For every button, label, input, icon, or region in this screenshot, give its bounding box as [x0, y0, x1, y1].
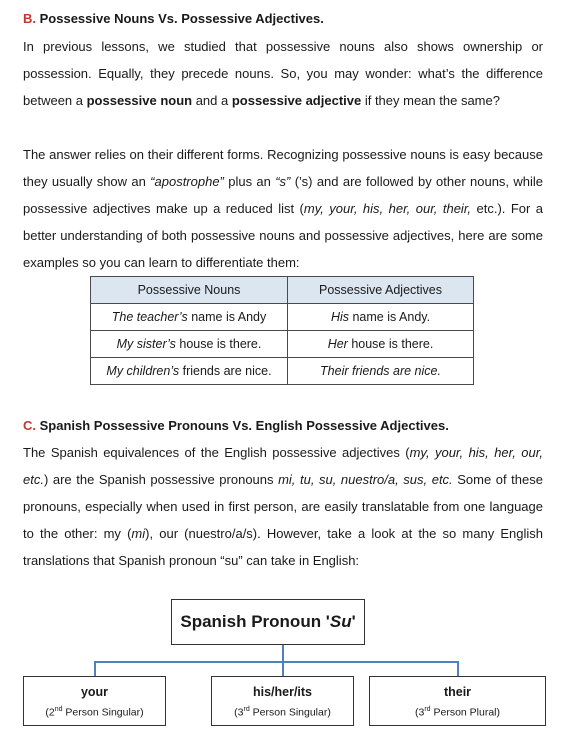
child-title: their	[443, 685, 472, 699]
table-row	[91, 304, 474, 331]
section-c-heading: C. Spanish Possessive Pronouns Vs. English Possessive Adjectives.	[23, 418, 449, 433]
diagram-root-box: Spanish Pronoun ' Su '	[171, 599, 365, 645]
diagram-child-box	[369, 676, 546, 726]
section-c-paragraph: The Spanish equivalences of the English possessive adjectives (my, your, his, her, our, etc.) are the Spanish possessive pronouns mi, tu, su, nuestro/a, sus, etc. Some of these pronouns, especially when used in first person, are easily translatable from one language to the other: my (mi), our (nuestro/a/s). However, take a look at the so many English translations that Spanish pronoun “su” can take in English:	[23, 445, 543, 568]
connector-line	[94, 661, 96, 676]
connector-line	[282, 645, 284, 662]
table-header: Possessive Nouns	[91, 277, 288, 304]
connector-line	[282, 661, 284, 676]
diagram-child-box	[211, 676, 354, 726]
child-title: his/her/its	[252, 685, 313, 699]
table-cell: My children’s friends are nice.	[91, 358, 288, 385]
table-row	[91, 331, 474, 358]
comparison-table	[90, 276, 474, 385]
diagram-child-box	[23, 676, 166, 726]
connector-line	[457, 661, 459, 676]
section-b-paragraph-1: In previous lessons, we studied that possessive nouns also shows ownership or possession. Equally, they precede nouns. So, you may wonder: what’s the difference between a possessive noun and a possessive adjective if they mean the same?	[23, 39, 543, 108]
child-title: your	[80, 685, 109, 699]
table-cell: His name is Andy.	[288, 304, 474, 331]
child-subtitle: (3rd Person Singular)	[234, 706, 331, 719]
child-subtitle: (3rd Person Plural)	[414, 706, 501, 719]
table-cell: Her house is there.	[288, 331, 474, 358]
table-header: Possessive Adjectives	[288, 277, 474, 304]
connector-line	[94, 661, 458, 663]
table-cell: The teacher’s name is Andy	[91, 304, 288, 331]
section-b-paragraph-2: The answer relies on their different forms. Recognizing possessive nouns is easy because they usually show an “apostrophe” plus an “s” (’s) and are followed by other nouns, while possessive adjectives make up a reduced list (my, your, his, her, our, their, etc.). For a better understanding of both possessive nouns and possessive adjectives, here are some examples so you can learn to differentiate them:	[23, 147, 543, 270]
table-cell: My sister’s house is there.	[91, 331, 288, 358]
section-b-heading: B. Possessive Nouns Vs. Possessive Adjectives.	[23, 11, 324, 26]
table-cell: Their friends are nice.	[288, 358, 474, 385]
table-row	[91, 358, 474, 385]
child-subtitle: (2nd Person Singular)	[45, 706, 144, 719]
table-header-row	[91, 277, 474, 304]
